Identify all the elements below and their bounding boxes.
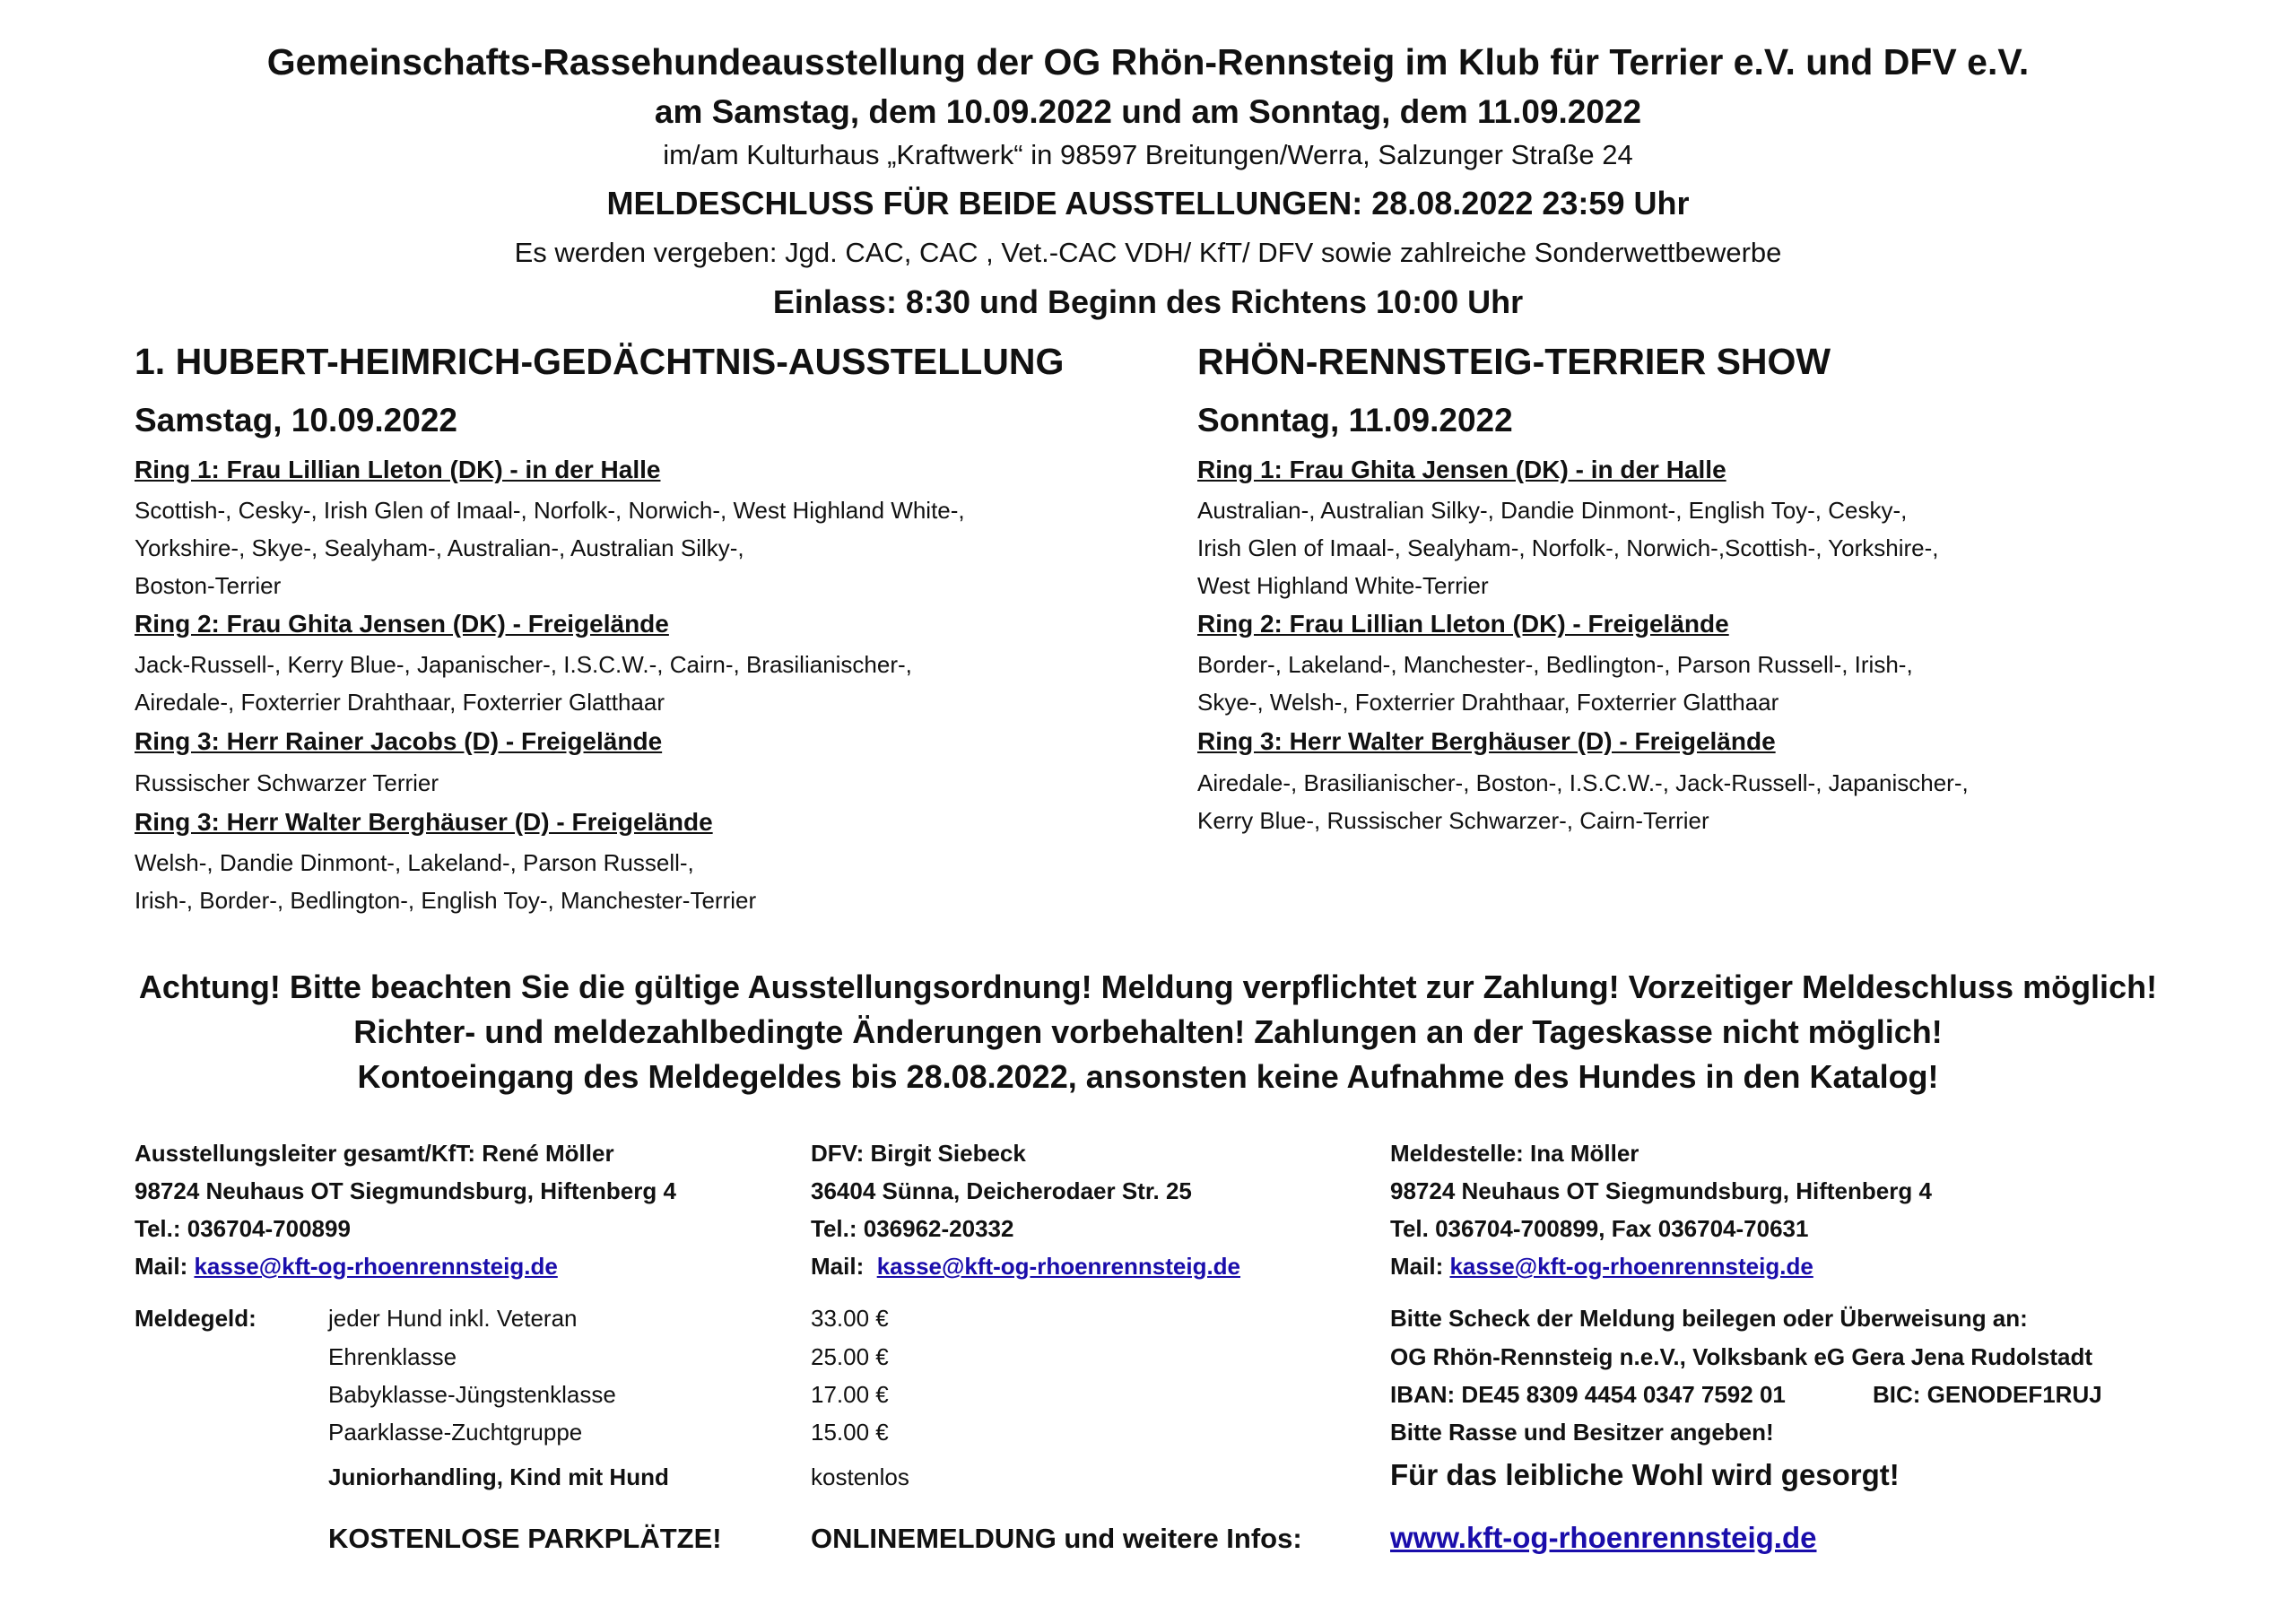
left-ring1-title: Ring 1: Frau Lillian Lleton (DK) - in der Halle [135,456,661,483]
payment-line-4: Bitte Rasse und Besitzer angeben! [1390,1419,1774,1446]
contact2-mail-row [811,1253,1240,1281]
left-ring3a-title: Ring 3: Herr Rainer Jacobs (D) - Freigelände [135,727,663,755]
contact1-phone: Tel.: 036704-700899 [135,1215,351,1242]
contact1-email-link[interactable]: kasse@kft-og-rhoenrennsteig.de [194,1253,558,1280]
page-title: Gemeinschafts-Rassehundeausstellung der OG Rhön-Rennsteig im Klub für Terrier e.V. und DFV e.V. [266,41,2030,83]
payment-line-5: Für das leibliche Wohl wird gesorgt! [1390,1458,1900,1491]
left-ring2-title: Ring 2: Frau Ghita Jensen (DK) - Freigelände [135,610,669,638]
right-show-title: RHÖN-RENNSTEIG-TERRIER SHOW [1197,341,1831,382]
right-ring3-title: Ring 3: Herr Walter Berghäuser (D) - Freigelände [1197,727,1776,755]
contact1-name: Ausstellungsleiter gesamt/KfT: René Möller [135,1140,614,1167]
right-ring3-breeds [1197,764,1969,839]
left-show-date: Samstag, 10.09.2022 [135,402,457,439]
breed-line: Irish-, Border-, Bedlington-, English Toy-, Manchester-Terrier [135,887,757,914]
fee-name: jeder Hund inkl. Veteran [328,1305,578,1332]
fee-price: 33.00 € [811,1305,889,1332]
fee-name: Paarklasse-Zuchtgruppe [328,1419,583,1446]
notice-line-1: Achtung! Bitte beachten Sie die gültige Ausstellungsordnung! Meldung verpflichtet zur Zahlung! Vorzeitiger Meldeschluss möglich! [138,968,2158,1005]
right-ring2-breeds [1197,646,1913,721]
contact3-address: 98724 Neuhaus OT Siegmundsburg, Hiftenberg 4 [1390,1177,1932,1204]
awards-text: Es werden vergeben: Jgd. CAC, CAC , Vet.-CAC VDH/ KfT/ DFV sowie zahlreiche Sonderwettbewerbe [514,237,1782,268]
breed-line: Yorkshire-, Skye-, Sealyham-, Australian-, Australian Silky-, [135,534,744,561]
mail-label: Mail: [811,1253,865,1280]
fee-name: Ehrenklasse [328,1343,457,1370]
breed-line: Border-, Lakeland-, Manchester-, Bedlington-, Parson Russell-, Irish-, [1197,651,1913,678]
left-ring1-breeds [135,491,965,604]
breed-line: Skye-, Welsh-, Foxterrier Drahthaar, Foxterrier Glatthaar [1197,689,1779,716]
breed-line: Airedale-, Brasilianischer-, Boston-, I.S.C.W.-, Jack-Russell-, Japanischer-, [1197,769,1969,796]
breed-line: Jack-Russell-, Kerry Blue-, Japanischer-, I.S.C.W.-, Cairn-, Brasilianischer-, [135,651,912,678]
fee-price: kostenlos [811,1463,909,1490]
notice-line-3: Kontoeingang des Meldegeldes bis 28.08.2022, ansonsten keine Aufnahme des Hundes in den Katalog! [357,1058,1939,1095]
payment-line-2: OG Rhön-Rennsteig n.e.V., Volksbank eG Gera Jena Rudolstadt [1390,1343,2093,1370]
breed-line: Scottish-, Cesky-, Irish Glen of Imaal-, Norfolk-, Norwich-, West Highland White-, [135,497,965,524]
left-ring3a-breeds [135,764,439,802]
payment-line-1: Bitte Scheck der Meldung beilegen oder Überweisung an: [1390,1305,2028,1332]
breed-line: Australian-, Australian Silky-, Dandie Dinmont-, English Toy-, Cesky-, [1197,497,1908,524]
website-link[interactable]: www.kft-og-rhoenrennsteig.de [1390,1521,1817,1554]
contact1-mail-row [135,1253,558,1281]
right-ring1-breeds [1197,491,1938,604]
contact3-mail-row [1390,1253,1813,1281]
right-ring1-title: Ring 1: Frau Ghita Jensen (DK) - in der Halle [1197,456,1726,483]
contact3-email-link[interactable]: kasse@kft-og-rhoenrennsteig.de [1449,1253,1813,1280]
event-dates: am Samstag, dem 10.09.2022 und am Sonntag, dem 11.09.2022 [654,93,1642,130]
contact2-phone: Tel.: 036962-20332 [811,1215,1014,1242]
mail-label: Mail: [1390,1253,1444,1280]
venue-text: im/am Kulturhaus „Kraftwerk“ in 98597 Breitungen/Werra, Salzunger Straße 24 [663,139,1633,170]
fee-price: 25.00 € [811,1343,889,1370]
left-show-title: 1. HUBERT-HEIMRICH-GEDÄCHTNIS-AUSSTELLUNG [135,341,1065,382]
right-ring2-title: Ring 2: Frau Lillian Lleton (DK) - Freigelände [1197,610,1729,638]
contact2-address: 36404 Sünna, Deicherodaer Str. 25 [811,1177,1192,1204]
breed-line: Irish Glen of Imaal-, Sealyham-, Norfolk-, Norwich-,Scottish-, Yorkshire-, [1197,534,1939,561]
fee-price: 17.00 € [811,1381,889,1408]
breed-line: Kerry Blue-, Russischer Schwarzer-, Cairn-Terrier [1197,807,1709,834]
deadline-text: MELDESCHLUSS FÜR BEIDE AUSSTELLUNGEN: 28.08.2022 23:59 Uhr [606,185,1690,221]
contact3-phone: Tel. 036704-700899, Fax 036704-70631 [1390,1215,1809,1242]
breed-line: Welsh-, Dandie Dinmont-, Lakeland-, Parson Russell-, [135,849,694,876]
contact2-name: DFV: Birgit Siebeck [811,1140,1026,1167]
fee-name: Babyklasse-Jüngstenklasse [328,1381,616,1408]
left-ring2-breeds [135,646,912,721]
contact3-name: Meldestelle: Ina Möller [1390,1140,1639,1167]
contact1-address: 98724 Neuhaus OT Siegmundsburg, Hiftenberg 4 [135,1177,676,1204]
left-ring3b-breeds [135,844,756,919]
breed-line: Airedale-, Foxterrier Drahthaar, Foxterrier Glatthaar [135,689,665,716]
fee-name: Juniorhandling, Kind mit Hund [328,1463,669,1490]
breed-line: Russischer Schwarzer Terrier [135,769,439,796]
fee-price: 15.00 € [811,1419,889,1446]
breed-line: Boston-Terrier [135,572,282,599]
right-show-date: Sonntag, 11.09.2022 [1197,402,1513,439]
payment-iban: IBAN: DE45 8309 4454 0347 7592 01 [1390,1381,1786,1408]
admission-text: Einlass: 8:30 und Beginn des Richtens 10:00 Uhr [772,283,1524,320]
payment-bic: BIC: GENODEF1RUJ [1873,1381,2102,1408]
parking-text: KOSTENLOSE PARKPLÄTZE! [328,1523,722,1554]
left-ring3b-title: Ring 3: Herr Walter Berghäuser (D) - Freigelände [135,808,713,836]
contact2-email-link[interactable]: kasse@kft-og-rhoenrennsteig.de [876,1253,1241,1280]
notice-line-2: Richter- und meldezahlbedingte Änderungen vorbehalten! Zahlungen an der Tageskasse nicht möglich! [353,1013,1943,1050]
mail-label: Mail: [135,1253,188,1280]
fees-label: Meldegeld: [135,1305,257,1332]
breed-line: West Highland White-Terrier [1197,572,1489,599]
online-text: ONLINEMELDUNG und weitere Infos: [811,1523,1302,1554]
